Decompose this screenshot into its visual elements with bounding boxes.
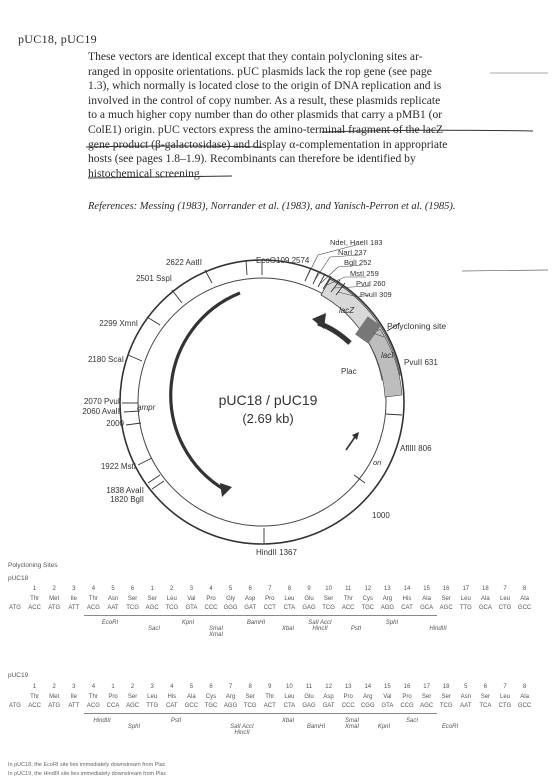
codon-number: 14: [364, 684, 372, 690]
page-header: pUC18, pUC19: [18, 32, 97, 46]
codon-number: 18: [442, 684, 450, 690]
amino-acid: Ser: [245, 694, 255, 700]
codon-number: 2: [52, 684, 56, 690]
enzyme-label: EcoRI: [101, 620, 119, 626]
codon: ACT: [263, 703, 276, 709]
site-label: 1922 MstI: [100, 462, 136, 471]
amino-acid: His: [402, 596, 412, 602]
codon: CCA: [106, 703, 120, 709]
codon: GAG: [302, 703, 316, 709]
codon-number: 4: [91, 684, 96, 690]
lacz-arrow: [312, 313, 326, 329]
site-label: NarI 237: [338, 248, 367, 257]
amino-acid: Pro: [343, 694, 353, 700]
codon-number: 3: [150, 684, 154, 690]
codon: GCA: [478, 605, 492, 611]
codon: AGG: [223, 703, 238, 709]
puc18-label: pUC18: [8, 575, 29, 582]
footnote: In pUC19, the HindIII site lies immediately downstream from Plac: [8, 771, 167, 777]
hand-underlines: [0, 0, 554, 200]
amino-acid: Ile: [70, 694, 77, 700]
codon-number: 9: [307, 586, 311, 592]
codon: ATT: [68, 703, 80, 709]
codon-number: 16: [403, 684, 411, 690]
puc18-sequence: [0, 586, 554, 656]
codon: GCA: [420, 605, 434, 611]
codon-number: 14: [403, 586, 411, 592]
amino-acid: Pro: [402, 694, 412, 700]
site-label: PvuII 309: [360, 290, 392, 299]
para-line: gene product (β-galactosidase) and display α-complementation in appropriate: [88, 137, 448, 151]
codon-number: 1: [111, 684, 115, 690]
amino-acid: Val: [187, 596, 196, 602]
codon-number: 10: [325, 586, 332, 592]
codon-number: 8: [522, 684, 527, 690]
amino-acid: Glu: [304, 694, 314, 700]
codon: CTA: [283, 605, 296, 611]
para-line: to a much higher copy number than do other plasmids that carry a pMB1 (or: [88, 108, 443, 122]
amino-acid: Glu: [304, 596, 314, 602]
amino-acid: Thr: [343, 596, 353, 602]
site-label: HindII 1367: [256, 548, 297, 557]
amino-acid: Leu: [147, 694, 158, 700]
codon-number: 7: [503, 586, 507, 592]
amino-acid: Ala: [481, 596, 490, 602]
para-line: ranged in opposite orientations. pUC plasmids lack the rop gene (see page: [88, 64, 432, 78]
codon: ACG: [86, 703, 100, 709]
codon: ACC: [28, 605, 41, 611]
amino-acid: Leu: [284, 596, 295, 602]
codon-number: 6: [248, 586, 252, 592]
enzyme-label: HindIII: [429, 626, 447, 632]
codon-number: 2: [52, 586, 56, 592]
codon-number: 8: [522, 586, 527, 592]
enzyme-label: SphI: [127, 724, 141, 730]
codon-number: 15: [423, 586, 430, 592]
codon: TGC: [361, 605, 375, 611]
puc19-label: pUC19: [8, 672, 29, 679]
codon-number: 5: [464, 684, 468, 690]
codon: GAT: [244, 605, 257, 611]
codon-number: 7: [228, 684, 233, 690]
amino-acid: Asn: [460, 694, 471, 700]
site-label: PvuII 631: [404, 358, 438, 367]
enzyme-label: PstI: [170, 718, 182, 724]
site-label: 2000: [106, 419, 124, 428]
codon: CCG: [400, 703, 414, 709]
amino-acid: Pro: [265, 596, 275, 602]
amino-acid: Asp: [323, 694, 334, 700]
plac-label: Plac: [341, 367, 357, 376]
site-label: 2060 AvaII: [82, 407, 120, 416]
enzyme-label: HindIII: [93, 718, 111, 724]
site-label: 2299 XmnI: [99, 319, 138, 328]
map-title: pUC18 / pUC19: [218, 392, 318, 408]
site-label: 1000: [372, 511, 390, 520]
codon-number: 3: [72, 586, 76, 592]
amino-acid: Arg: [225, 694, 236, 700]
codon: ATG: [9, 605, 21, 611]
footnote: In pUC18, the EcoRI site lies immediately downstream from Plac: [8, 762, 166, 768]
site-label: NdeI, HaeII 183: [330, 238, 383, 247]
enzyme-label: XbaI: [281, 718, 295, 724]
site-label: 1820 BglI: [110, 495, 144, 504]
amino-acid: Cys: [362, 596, 373, 602]
amino-acid: Ser: [441, 694, 451, 700]
codon-number: 6: [483, 684, 488, 690]
codon: ATG: [9, 703, 21, 709]
codon: CCT: [263, 605, 276, 611]
codon-number: 7: [268, 586, 272, 592]
amino-acid: Ala: [520, 596, 529, 602]
polycloning-title: Polycloning Sites: [8, 562, 58, 569]
codon-number: 9: [268, 684, 272, 690]
codon-number: 4: [170, 684, 174, 690]
enzyme-label: SmaI XmaI: [344, 718, 359, 730]
amino-acid: Leu: [499, 694, 510, 700]
codon-number: 11: [345, 586, 352, 592]
codon-number: 1: [150, 586, 154, 592]
bracket-line: [84, 713, 437, 714]
codon: TTG: [146, 703, 159, 709]
amino-acid: Arg: [363, 694, 373, 700]
codon-number: 10: [286, 684, 293, 690]
codon: ACC: [28, 703, 41, 709]
codon-number: 5: [111, 586, 115, 592]
plasmid-map: [0, 225, 554, 570]
amino-acid: Asn: [107, 596, 119, 602]
codon-number: 3: [72, 684, 76, 690]
codon: ATG: [48, 703, 61, 709]
amino-acid: Asp: [245, 596, 256, 602]
amino-acid: Gly: [226, 596, 236, 602]
codon-number: 4: [91, 586, 96, 592]
enzyme-label: EcoRI: [441, 724, 459, 730]
site-label: MstI 259: [350, 269, 379, 278]
codon: CCC: [341, 703, 355, 709]
codon-number: 15: [384, 684, 391, 690]
amino-acid: Pro: [206, 596, 216, 602]
codon: GAT: [322, 703, 335, 709]
codon-number: 1: [32, 684, 37, 690]
amino-acid: Met: [49, 596, 60, 602]
amino-acid: Ala: [520, 694, 529, 700]
codon: GAG: [302, 605, 316, 611]
codon-number: 8: [248, 684, 252, 690]
codon-number: 3: [189, 586, 194, 592]
codon: AGC: [126, 703, 140, 709]
amino-acid: Ala: [422, 596, 431, 602]
codon-number: 17: [423, 684, 430, 690]
codon: GTA: [185, 605, 198, 611]
codon-number: 11: [305, 684, 313, 690]
codon: TCG: [439, 703, 453, 709]
codon: GCC: [184, 703, 199, 709]
codon: CTG: [498, 703, 512, 709]
codon-number: 6: [209, 684, 213, 690]
enzyme-label: PstI: [350, 626, 362, 632]
codon: ACC: [341, 605, 355, 611]
amino-acid: Leu: [284, 694, 295, 700]
codon: GTA: [381, 703, 394, 709]
enzyme-label: SacI: [405, 718, 418, 724]
polycloning-label: Polycloning site: [387, 321, 447, 331]
amino-acid: Thr: [30, 694, 40, 700]
site-label: BglI 252: [344, 258, 372, 267]
codon: CCC: [204, 605, 218, 611]
laci-label: lacI: [381, 351, 394, 360]
codon: TCA: [479, 703, 492, 709]
site-label: 2070 PvuI: [83, 397, 120, 406]
codon: TCG: [243, 703, 257, 709]
ori-label: ori: [373, 458, 382, 467]
codon-number: 13: [344, 684, 352, 690]
codon-number: 1: [32, 586, 37, 592]
codon: CGG: [360, 703, 375, 709]
enzyme-label: SalI AccI HincII: [230, 724, 254, 736]
codon: GCC: [517, 605, 532, 611]
codon: AGC: [420, 703, 434, 709]
site-label: AflIII 806: [400, 444, 432, 453]
codon-number: 4: [209, 586, 213, 592]
codon: AAT: [460, 703, 472, 709]
amino-acid: Thr: [265, 694, 275, 700]
ampr-label: ampr: [137, 403, 156, 412]
codon: AGC: [145, 605, 159, 611]
site-label: 2180 ScaI: [87, 355, 124, 364]
codon: AGC: [439, 605, 453, 611]
codon-number: 18: [482, 586, 489, 592]
codon-number: 17: [462, 586, 470, 592]
enzyme-label: SmaI XmaI: [208, 626, 223, 638]
amino-acid: Thr: [88, 596, 98, 602]
para-line: hosts (see pages 1.8–1.9). Recombinants can therefore be identified by: [88, 152, 416, 166]
codon: ACG: [86, 605, 100, 611]
amino-acid: Cys: [205, 694, 217, 700]
site-label: 2501 SspI: [135, 274, 172, 283]
codon-number: 12: [364, 586, 372, 592]
codon: TCG: [126, 605, 139, 611]
amino-acid: Ala: [187, 694, 196, 700]
codon-number: 13: [384, 586, 391, 592]
amino-acid: Ser: [480, 694, 491, 700]
enzyme-label: BamHI: [246, 620, 266, 626]
codon: CTA: [283, 703, 296, 709]
amino-acid: Ser: [421, 694, 432, 700]
codon: TCG: [165, 605, 179, 611]
para-line: involved in the control of copy number. As a result, these plasmids replicate: [88, 93, 441, 107]
lacz-label: lacZ: [339, 306, 355, 315]
amino-acid: His: [167, 694, 177, 700]
codon: TTG: [459, 605, 472, 611]
amino-acid: Ile: [70, 596, 77, 602]
para-line: 1.3), which normally is located close to the origin of DNA replication and is: [88, 79, 442, 93]
para-line: ColE1) origin. pUC vectors express the amino-terminal fragment of the lacZ: [88, 122, 444, 136]
codon: AAT: [107, 605, 119, 611]
amino-acid: Arg: [382, 596, 393, 602]
bracket-line: [84, 615, 437, 616]
codon: TGC: [204, 703, 218, 709]
codon-number: 16: [442, 586, 450, 592]
codon-number: 5: [228, 586, 233, 592]
site-label: EcoO109 2574: [256, 256, 310, 265]
enzyme-label: SphI: [385, 620, 399, 626]
amino-acid: Ser: [441, 596, 451, 602]
codon-number: 2: [130, 684, 135, 690]
amino-acid: Ser: [127, 596, 138, 602]
codon-number: 5: [189, 684, 194, 690]
codon: GCC: [517, 703, 532, 709]
puc19-sequence: [0, 684, 554, 756]
enzyme-label: XbaI: [281, 626, 295, 632]
codon-number: 6: [130, 586, 135, 592]
codon: CAT: [166, 703, 178, 709]
map-size: (2.69 kb): [242, 411, 294, 426]
codon: GGG: [223, 605, 238, 611]
site-label: 1838 AvaII: [106, 486, 144, 495]
enzyme-label: KpnI: [377, 724, 391, 730]
codon-number: 7: [503, 684, 507, 690]
enzyme-label: SalI AccI HincII: [308, 620, 332, 632]
amino-acid: Thr: [30, 596, 40, 602]
codon: CAT: [401, 605, 413, 611]
codon-number: 8: [287, 586, 292, 592]
site-label: 2622 AatII: [165, 258, 202, 267]
amino-acid: Leu: [460, 596, 471, 602]
codon: ATG: [48, 605, 61, 611]
amino-acid: Thr: [88, 694, 98, 700]
para-line: histochemical screening.: [88, 166, 203, 180]
enzyme-label: BamHI: [306, 724, 326, 730]
codon: TCG: [322, 605, 335, 611]
amino-acid: Met: [49, 694, 60, 700]
amino-acid: Leu: [166, 596, 177, 602]
amino-acid: Pro: [108, 694, 118, 700]
enzyme-label: KpnI: [181, 620, 195, 626]
amino-acid: Val: [383, 694, 392, 700]
amino-acid: Ser: [147, 596, 157, 602]
amino-acid: Ser: [127, 694, 138, 700]
references-line: References: Messing (1983), Norrander et al. (1983), and Yanisch-Perron et al. (1985).: [88, 201, 456, 212]
amino-acid: Leu: [499, 596, 510, 602]
amino-acid: Ser: [323, 596, 334, 602]
codon: AGG: [380, 605, 395, 611]
para-line: These vectors are identical except that they contain polycloning sites ar-: [88, 50, 423, 63]
site-label: PvuI 260: [356, 279, 386, 288]
codon: CTG: [498, 605, 512, 611]
codon-number: 12: [325, 684, 332, 690]
codon: ATT: [68, 605, 80, 611]
codon-number: 2: [170, 586, 174, 592]
enzyme-label: SacI: [147, 626, 160, 632]
